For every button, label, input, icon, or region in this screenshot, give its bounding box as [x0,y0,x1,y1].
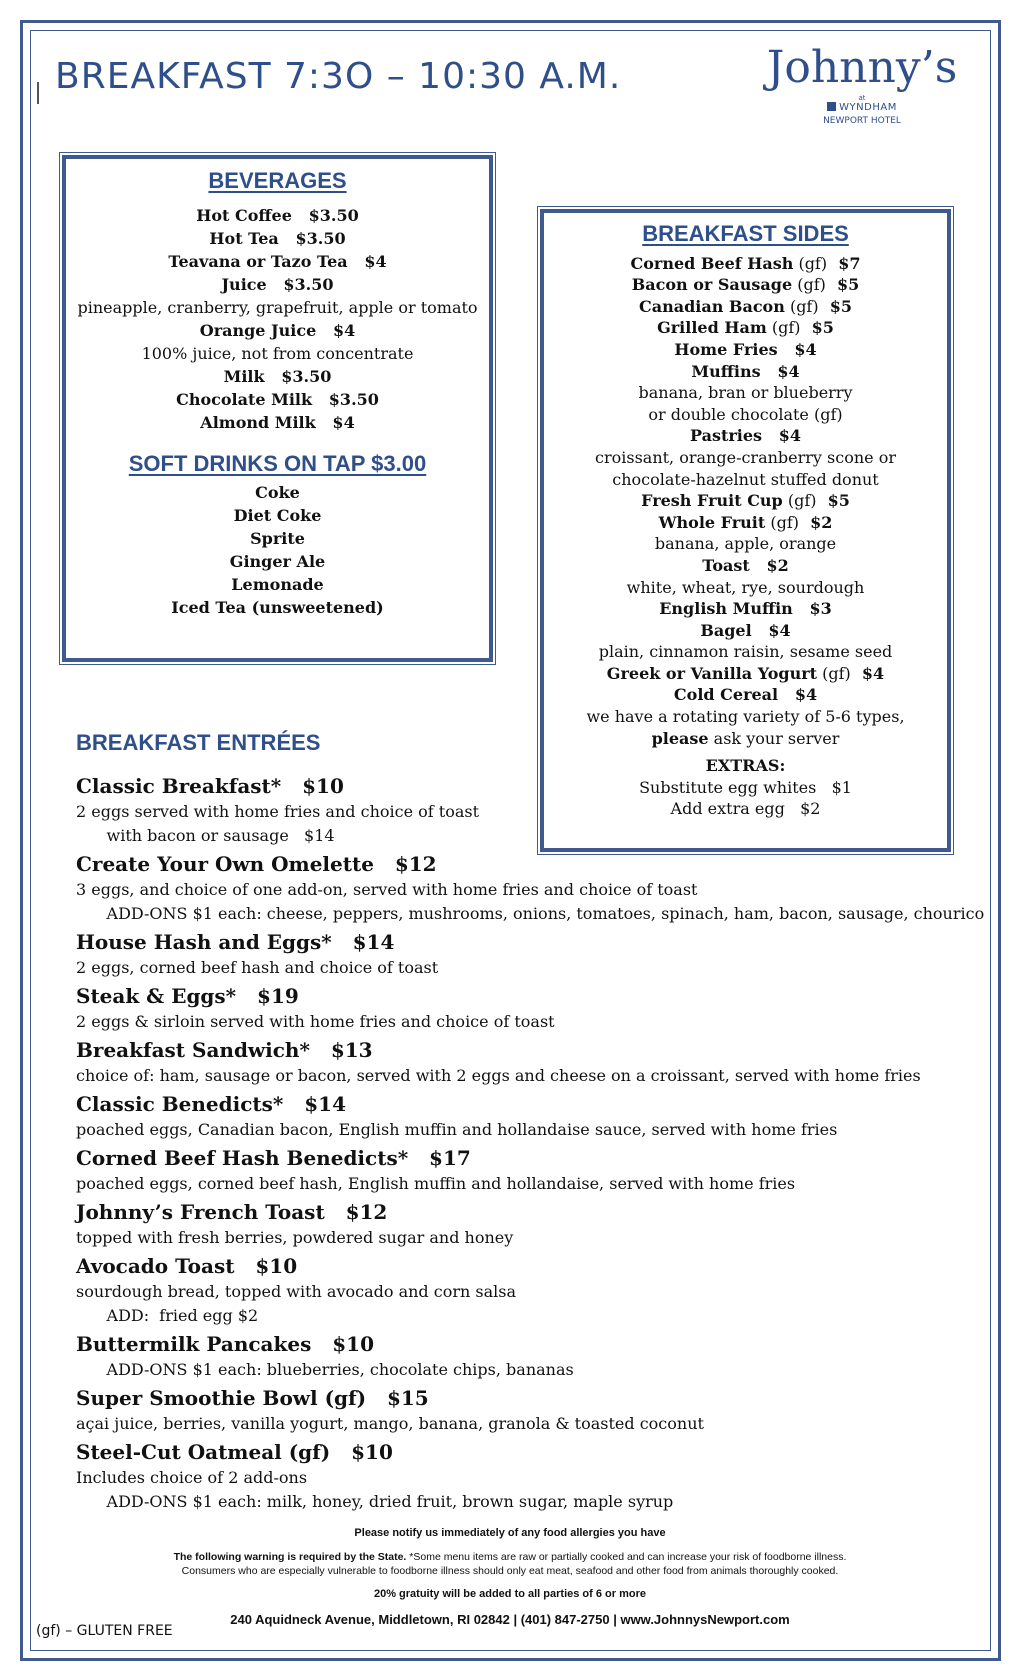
side-item [544,598,947,620]
side-desc-text: ask your server [708,728,840,748]
entree-name: Buttermilk Pancakes $10 [76,1332,374,1356]
side-desc [544,706,947,728]
side-price: $7 [827,253,861,273]
side-desc [544,447,947,469]
side-price: $5 [818,296,852,316]
side-name: Fresh Fruit Cup [641,491,783,511]
logo-name: Johnny’s [766,42,958,93]
soft-drinks-list [66,481,489,619]
side-name: Corned Beef Hash [630,253,794,273]
logo-brand: WYNDHAM [752,102,972,113]
side-name: Cold Cereal $4 [673,685,818,705]
side-desc-bold: please [651,728,709,748]
entrees-list [76,772,985,1514]
beverages-list [66,204,489,434]
side-desc [544,533,947,555]
side-name: Muffins $4 [691,361,800,381]
beverages-content [66,169,489,619]
side-item [544,555,947,577]
soft-drinks-heading: SOFT DRINKS ON TAP $3.00 [128,451,427,476]
contact-address: 240 Aquidneck Avenue, Middletown, RI 02842 | (401) 847-2750 | www.JohnnysNewport.com [230,1612,790,1627]
side-item [544,274,947,296]
entree-name: Corned Beef Hash Benedicts* $17 [76,1146,471,1170]
beverage-item: Hot Coffee $3.50 [196,206,359,225]
extra-item: Add extra egg $2 [670,799,821,819]
gratuity-notice: 20% gratuity will be added to all parties of 6 or more [373,1588,646,1600]
side-price: $2 [799,512,833,532]
beverage-item: Juice $3.50 [221,275,334,294]
side-item [544,317,947,339]
entree-item [76,850,985,926]
gluten-free-tag: (gf) [782,491,817,511]
extras-heading: EXTRAS: [705,756,786,776]
gluten-free-tag: (gf) [784,296,819,316]
side-desc-text: plain, cinnamon raisin, sesame seed [598,642,893,662]
entree-item [76,1036,976,1088]
sides-list [544,253,947,750]
side-item [544,620,947,642]
breakfast-entrees [76,730,985,1516]
entree-desc: ADD-ONS $1 each: milk, honey, dried fruit, brown sugar, maple syrup [76,1492,674,1511]
allergy-notice: Please notify us immediately of any food allergies you have [354,1527,666,1539]
beverages-box [62,155,493,662]
side-item [544,512,947,534]
state-warning [0,1550,1020,1578]
beverage-item: Chocolate Milk $3.50 [176,390,379,409]
entree-desc: açai juice, berries, vanilla yogurt, mango, banana, granola & toasted coconut [76,1414,704,1433]
entree-name: Avocado Toast $10 [76,1254,298,1278]
entree-name: Johnny’s French Toast $12 [76,1200,388,1224]
side-desc-text: banana, apple, orange [654,534,837,554]
side-desc-text: croissant, orange-cranberry scone or [595,447,896,467]
side-price: $5 [816,491,850,511]
warning-lead: The following warning is required by the State. [173,1551,407,1563]
beverage-item: Milk $3.50 [223,367,332,386]
entree-desc: topped with fresh berries, powdered sugar and honey [76,1228,514,1247]
side-price: $4 [850,663,885,683]
side-name: Grilled Ham [657,318,767,338]
entree-desc: ADD-ONS $1 each: blueberries, chocolate chips, bananas [76,1360,574,1379]
side-name: Greek or Vanilla Yogurt [606,663,818,683]
warning-text-2: Consumers who are especially vulnerable to foodborne illness should only eat meat, seafood and other food from animals thoroughly cooked. [181,1565,839,1577]
entree-desc: with bacon or sausage $14 [76,826,335,845]
side-item [544,490,947,512]
entree-item [76,1144,976,1196]
side-desc [544,641,947,663]
gluten-free-tag: (gf) [817,663,851,683]
entree-name: Steak & Eggs* $19 [76,984,299,1008]
entree-desc: Includes choice of 2 add-ons [76,1468,308,1487]
extra-item: Substitute egg whites $1 [639,777,852,797]
side-item [544,339,947,361]
beverage-item: Teavana or Tazo Tea $4 [168,252,387,271]
side-name: Whole Fruit [658,512,766,532]
gluten-free-tag: (gf) [793,253,828,273]
entree-item [76,1090,976,1142]
entree-name: Classic Breakfast* $10 [76,774,344,798]
side-name: English Muffin $3 [659,599,832,619]
entree-desc: choice of: ham, sausage or bacon, served with 2 eggs and cheese on a croissant, served with home fries [76,1066,921,1085]
side-price: $5 [800,318,834,338]
logo-hotel: NEWPORT HOTEL [823,116,901,126]
entree-name: Super Smoothie Bowl (gf) $15 [76,1386,429,1410]
entree-desc: ADD-ONS $1 each: cheese, peppers, mushrooms, onions, tomatoes, spinach, ham, bacon, sausage, chourico [76,904,985,923]
beverage-item: Hot Tea $3.50 [209,229,346,248]
side-item [544,684,947,706]
side-desc [544,382,947,404]
side-desc [544,577,947,599]
gluten-free-tag: (gf) [766,318,801,338]
warning-text-1: *Some menu items are raw or partially cooked and can increase your risk of foodborne illness. [406,1551,847,1563]
entree-desc: poached eggs, Canadian bacon, English muffin and hollandaise sauce, served with home fries [76,1120,838,1139]
entree-name: Breakfast Sandwich* $13 [76,1038,373,1062]
entree-item [76,1198,976,1250]
johnnys-logo [752,42,972,130]
text-cursor [37,82,39,104]
side-item [544,663,947,685]
entree-name: House Hash and Eggs* $14 [76,930,395,954]
gluten-free-tag: (gf) [765,512,800,532]
entree-item [76,1384,976,1436]
beverages-heading: BEVERAGES [208,168,347,193]
entree-desc: 2 eggs served with home fries and choice of toast [76,802,480,821]
side-name: Pastries $4 [689,426,802,446]
wyndham-icon [827,102,836,111]
side-desc-text: or double chocolate (gf) [648,404,843,424]
soft-drink-item: Diet Coke [233,506,322,525]
side-name: Toast $2 [702,555,789,575]
soft-drink-item: Coke [255,483,300,502]
gluten-free-note: (gf) – GLUTEN FREE [36,1623,173,1639]
beverage-desc: pineapple, cranberry, grapefruit, apple or tomato [77,298,478,317]
side-name: Bagel $4 [700,620,791,640]
side-item [544,253,947,275]
entree-name: Classic Benedicts* $14 [76,1092,346,1116]
entree-item [76,982,976,1034]
side-desc-text: banana, bran or blueberry [638,383,853,403]
entree-desc: ADD: fried egg $2 [76,1306,259,1325]
side-desc-text: we have a rotating variety of 5-6 types, [586,707,905,727]
beverage-item: Almond Milk $4 [200,413,355,432]
entree-desc: sourdough bread, topped with avocado and corn salsa [76,1282,516,1301]
soft-drink-item: Ginger Ale [229,552,326,571]
side-item [544,425,947,447]
side-name: Bacon or Sausage [631,275,793,295]
entree-desc: 2 eggs & sirloin served with home fries and choice of toast [76,1012,555,1031]
soft-drink-item: Lemonade [231,575,324,594]
entree-item [76,928,976,980]
entree-desc: 2 eggs, corned beef hash and choice of toast [76,958,439,977]
entree-name: Steel-Cut Oatmeal (gf) $10 [76,1440,393,1464]
side-price: $5 [825,275,860,295]
gluten-free-tag: (gf) [792,275,826,295]
logo-at: at [858,94,866,102]
entree-item [76,1330,976,1382]
sides-heading: BREAKFAST SIDES [642,221,849,246]
beverage-item: Orange Juice $4 [199,321,356,340]
entree-item [76,1252,976,1328]
entree-desc: poached eggs, corned beef hash, English muffin and hollandaise, served with home fries [76,1174,796,1193]
side-desc [544,404,947,426]
side-item [544,361,947,383]
page-title: BREAKFAST 7:3O – 10:30 A.M. [55,56,622,97]
entrees-heading: BREAKFAST ENTRÉES [76,730,321,755]
beverage-desc: 100% juice, not from concentrate [141,344,414,363]
soft-drink-item: Sprite [250,529,305,548]
entree-desc: 3 eggs, and choice of one add-on, served with home fries and choice of toast [76,880,698,899]
side-desc [544,469,947,491]
entree-item [76,772,976,848]
entree-item [76,1438,976,1514]
side-name: Canadian Bacon [638,296,785,316]
side-desc-text: white, wheat, rye, sourdough [626,577,865,597]
side-desc-text: chocolate-hazelnut stuffed donut [612,469,879,489]
side-item [544,296,947,318]
side-name: Home Fries $4 [674,339,817,359]
soft-drink-item: Iced Tea (unsweetened) [171,598,384,617]
entree-name: Create Your Own Omelette $12 [76,852,437,876]
